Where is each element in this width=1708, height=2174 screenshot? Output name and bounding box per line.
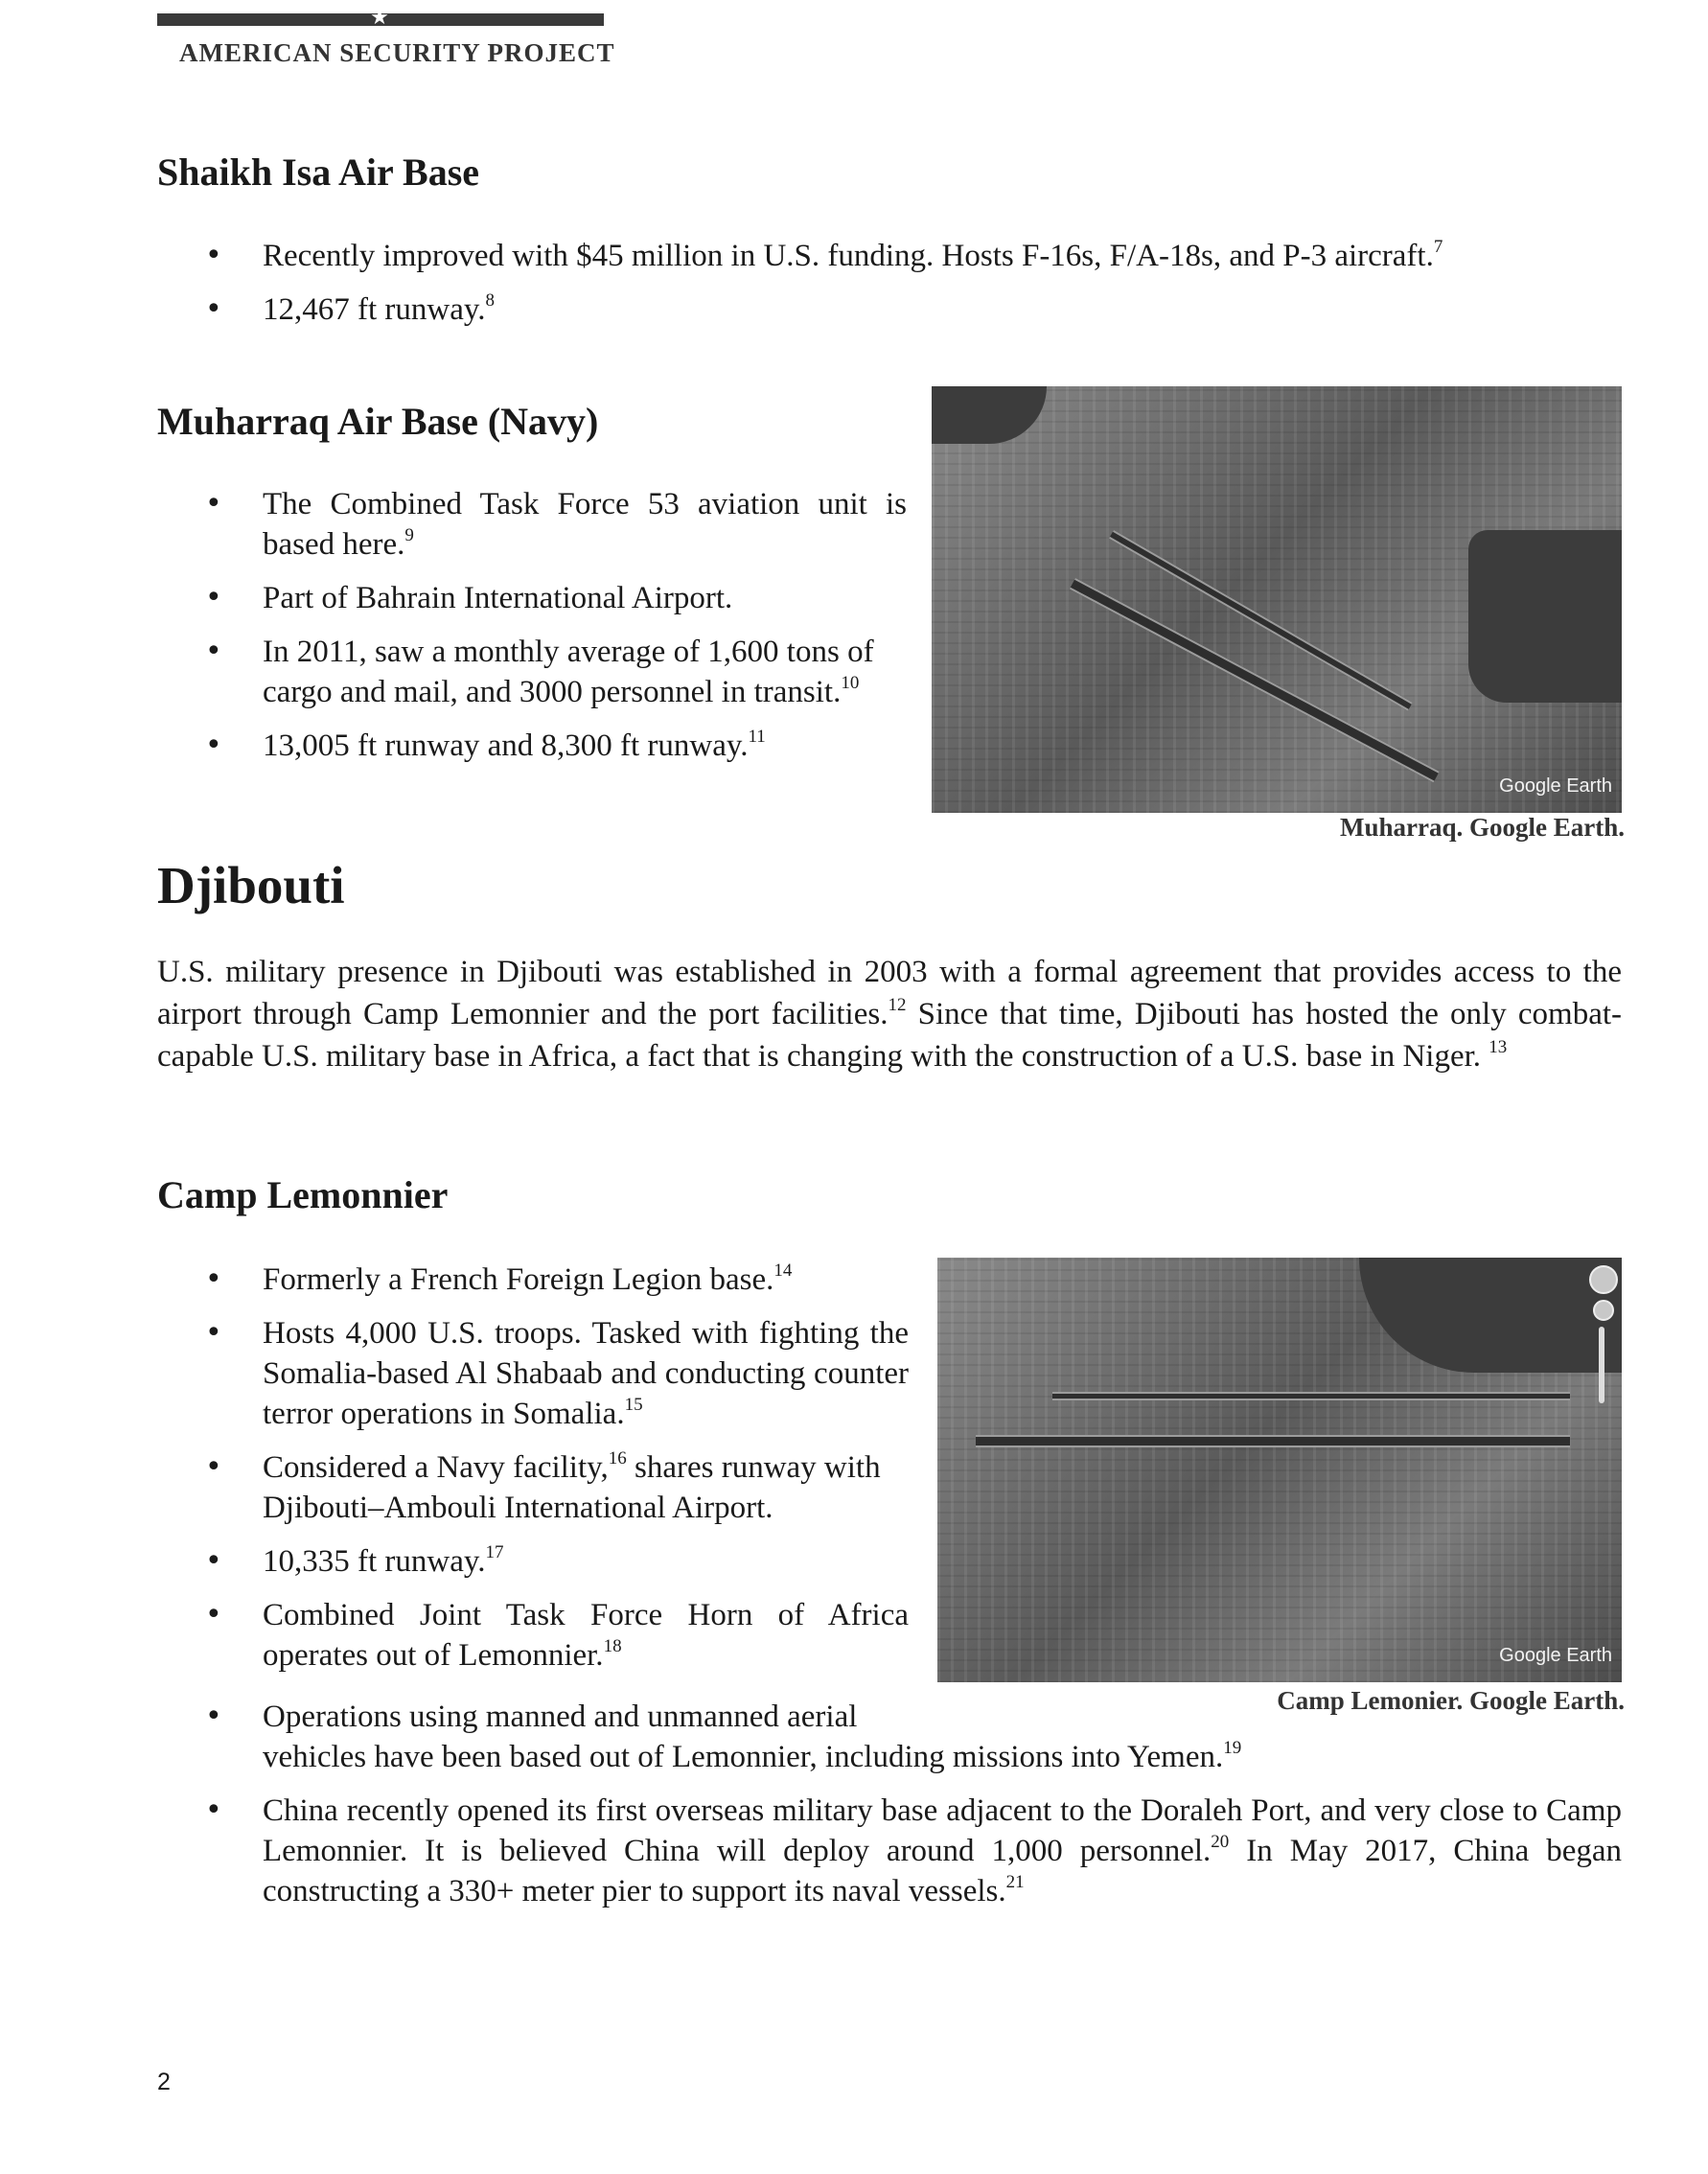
page-number: 2	[157, 2069, 171, 2095]
footnote-ref[interactable]: 11	[748, 727, 766, 747]
list-item: • Formerly a French Foreign Legion base.$^{14}$	[157, 1260, 909, 1300]
footnote-ref[interactable]: 17	[485, 1542, 504, 1562]
list-item: • Considered a Navy facility,$^{16}$ shares runway with Djibouti–Ambouli International Airport.	[157, 1447, 909, 1528]
footnote-ref[interactable]: 9	[404, 525, 414, 545]
runway	[976, 1435, 1570, 1447]
list-item: • Part of Bahrain International Airport.	[157, 578, 907, 618]
section-heading-muharraq: Muharraq Air Base (Navy)	[157, 400, 599, 443]
header-title: AMERICAN SECURITY PROJECT	[179, 38, 615, 67]
footnote-ref[interactable]: 12	[888, 995, 907, 1015]
footnote-ref[interactable]: 20	[1211, 1832, 1230, 1852]
section-heading-camp-lemonnier: Camp Lemonnier	[157, 1173, 449, 1216]
google-earth-watermark: Google Earth	[1499, 775, 1612, 797]
google-earth-watermark: Google Earth	[1499, 1645, 1612, 1666]
footnote-ref[interactable]: 21	[1005, 1872, 1025, 1892]
list-item: • Operations using manned and unmanned aerial vehicles have been based out of Lemonnier, including missions into Yemen.$^{19}$	[157, 1697, 1622, 1777]
runway	[1052, 1392, 1570, 1400]
footnote-ref[interactable]: 19	[1223, 1738, 1242, 1758]
list-item: • 13,005 ft runway and 8,300 ft runway.$^{11}$	[157, 726, 907, 766]
star-icon: ★	[370, 5, 389, 29]
muharraq-bullets	[157, 484, 907, 779]
camp-lemonnier-satellite-image	[937, 1258, 1622, 1682]
footnote-ref[interactable]: 8	[485, 290, 495, 311]
list-item: • 10,335 ft runway.$^{17}$	[157, 1541, 909, 1582]
footnote-ref[interactable]: 7	[1433, 237, 1443, 257]
djibouti-paragraph: U.S. military presence in Djibouti was established in 2003 with a formal agreement that provides access to the airport through Camp Lemonnier and the port facilities.$^{12}$ Since that time, Djibouti has hosted the only combat-capable U.S. military base in Africa, a fact that is changing with the construction of a U.S. base in Niger. $^{13}$	[157, 955, 1622, 1074]
footnote-ref[interactable]: 15	[624, 1395, 643, 1415]
section-heading-djibouti: Djibouti	[157, 856, 345, 914]
footnote-ref[interactable]: 16	[608, 1448, 627, 1469]
list-item: • China recently opened its first overseas military base adjacent to the Doraleh Port, and very close to Camp Lemonnier. It is believed China will deploy around 1,000 personnel.$^{20}$ In May 2017, China began constructing a 330+ meter pier to support its naval vessels.$^{21}$	[157, 1791, 1622, 1911]
camp-lemonnier-bullets-bottom	[157, 1697, 1622, 1925]
footnote-ref[interactable]: 14	[773, 1260, 793, 1281]
footnote-ref[interactable]: 13	[1489, 1037, 1508, 1057]
list-item: • The Combined Task Force 53 aviation unit is based here.$^9$	[157, 484, 907, 565]
image-caption-muharraq: Muharraq. Google Earth.	[1340, 813, 1625, 842]
zoom-slider[interactable]	[1599, 1327, 1604, 1403]
list-item: • Combined Joint Task Force Horn of Africa operates out of Lemonnier.$^{18}$	[157, 1595, 909, 1676]
list-item: • In 2011, saw a monthly average of 1,600 tons of cargo and mail, and 3000 personnel in transit.$^{10}$	[157, 632, 907, 712]
list-item: • Hosts 4,000 U.S. troops. Tasked with fighting the Somalia-based Al Shabaab and conducting counter terror operations in Somalia.$^{15}$	[157, 1313, 909, 1434]
look-control-icon[interactable]	[1593, 1300, 1614, 1321]
section-heading-shaikh-isa: Shaikh Isa Air Base	[157, 150, 480, 194]
footnote-ref[interactable]: 18	[603, 1636, 622, 1656]
compass-icon[interactable]	[1589, 1265, 1618, 1294]
water-area	[932, 386, 1047, 444]
muharraq-satellite-image	[932, 386, 1622, 813]
list-item: • 12,467 ft runway.$^8$	[157, 289, 1633, 330]
water-area	[1468, 530, 1622, 703]
list-item: • Recently improved with $45 million in U.S. funding. Hosts F-16s, F/A-18s, and P-3 aircraft.$^7$	[157, 236, 1633, 276]
footnote-ref[interactable]: 10	[841, 673, 860, 693]
runway	[1070, 578, 1440, 782]
shaikh-isa-bullets	[157, 236, 1633, 343]
water-area	[1359, 1258, 1622, 1373]
image-caption-camp-lemonnier: Camp Lemonier. Google Earth.	[1277, 1686, 1625, 1715]
camp-lemonnier-bullets-top	[157, 1260, 909, 1689]
